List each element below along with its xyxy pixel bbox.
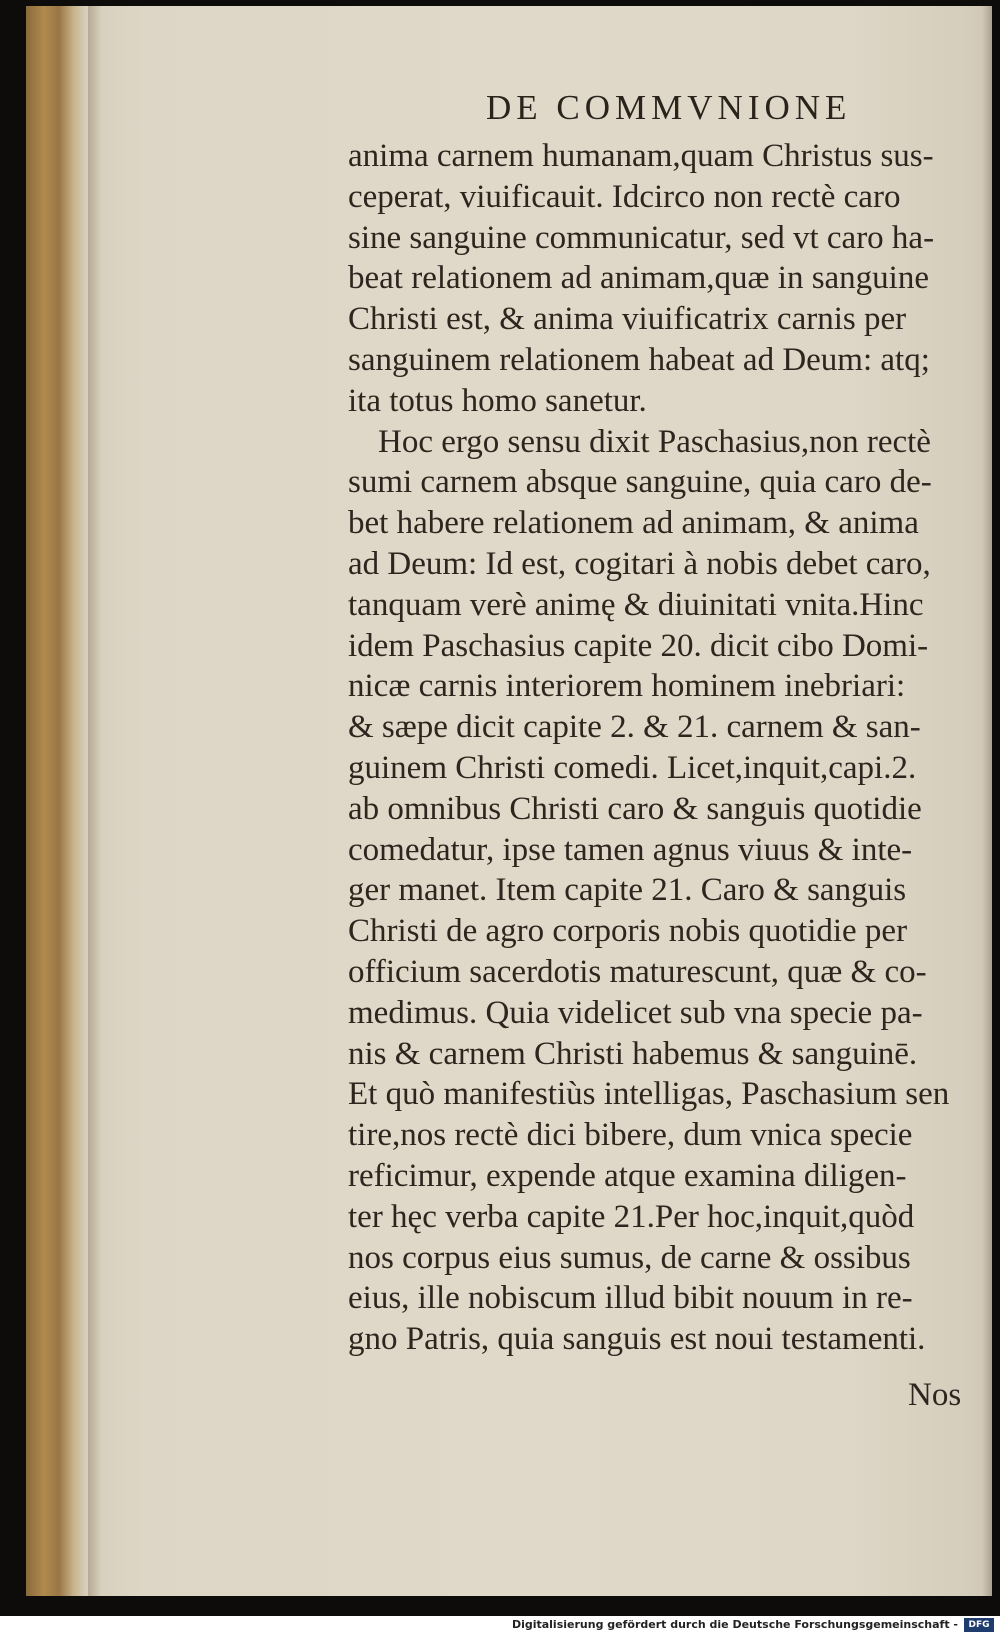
text-line: Hoc ergo sensu dixit Paschasius,non rectè xyxy=(378,423,931,460)
footer-credit: Digitalisierung gefördert durch die Deutsche Forschungsgemeinschaft - xyxy=(511,1618,958,1631)
text-line: gno Patris, quia sanguis est noui testamenti. xyxy=(348,1321,926,1358)
text-line: ger manet. Item capite 21. Caro & sanguis xyxy=(348,872,907,909)
text-line: comedatur, ipse tamen agnus viuus & inte- xyxy=(348,831,913,868)
text-line: tanquam verè animę & diuinitati vnita.Hinc xyxy=(348,586,924,623)
text-line: reficimur, expende atque examina diligen- xyxy=(348,1157,907,1194)
book-spine xyxy=(26,6,86,1596)
text-line: tire,nos rectè dici bibere, dum vnica specie xyxy=(348,1117,913,1154)
text-line: ceperat, viuificauit. Idcirco non rectè caro xyxy=(348,178,901,215)
text-line: nis & carnem Christi habemus & sanguinē. xyxy=(348,1035,918,1072)
text-line: ab omnibus Christi caro & sanguis quotidie xyxy=(348,790,922,827)
text-line: bet habere relationem ad animam, & anima xyxy=(348,505,919,542)
text-line: eius, ille nobiscum illud bibit nouum in re- xyxy=(348,1280,913,1317)
text-line: sumi carnem absque sanguine, quia caro de- xyxy=(348,464,932,501)
text-line: ita totus homo sanetur. xyxy=(348,382,647,419)
text-line: Et quò manifestiùs intelligas, Paschasium sen xyxy=(348,1076,950,1113)
text-line: idem Paschasius capite 20. dicit cibo Domi- xyxy=(348,627,929,664)
running-head: DE COMMVNIONE xyxy=(486,88,852,127)
text-line: nicæ carnis interiorem hominem inebriari: xyxy=(348,668,906,705)
text-line: officium sacerdotis maturescunt, quæ & co- xyxy=(348,953,927,990)
text-line: Christi de agro corporis nobis quotidie per xyxy=(348,913,908,950)
book-page xyxy=(26,6,992,1596)
text-line: anima carnem humanam,quam Christus sus- xyxy=(348,138,934,174)
catchword: Nos xyxy=(908,1377,962,1413)
text-line: sine sanguine communicatur, sed vt caro ha- xyxy=(348,219,935,256)
text-line: beat relationem ad animam,quæ in sanguine xyxy=(348,260,929,297)
text-line: guinem Christi comedi. Licet,inquit,capi.2. xyxy=(348,749,917,786)
text-line: sanguinem relationem habeat ad Deum: atq; xyxy=(348,341,930,378)
text-line: ter hęc verba capite 21.Per hoc,inquit,quòd xyxy=(348,1198,915,1235)
page-gutter-shadow xyxy=(88,6,102,1596)
dfg-logo-icon: DFG xyxy=(964,1618,994,1632)
body-text xyxy=(348,136,992,1360)
text-line: ad Deum: Id est, cogitari à nobis debet caro, xyxy=(348,545,931,582)
text-line: & sæpe dicit capite 2. & 21. carnem & san- xyxy=(348,709,921,746)
text-line: nos corpus eius sumus, de carne & ossibus xyxy=(348,1239,911,1276)
digitization-footer xyxy=(0,1616,1000,1636)
text-line: Christi est, & anima viuificatrix carnis per xyxy=(348,301,907,338)
text-line: medimus. Quia videlicet sub vna specie pa- xyxy=(348,994,923,1031)
